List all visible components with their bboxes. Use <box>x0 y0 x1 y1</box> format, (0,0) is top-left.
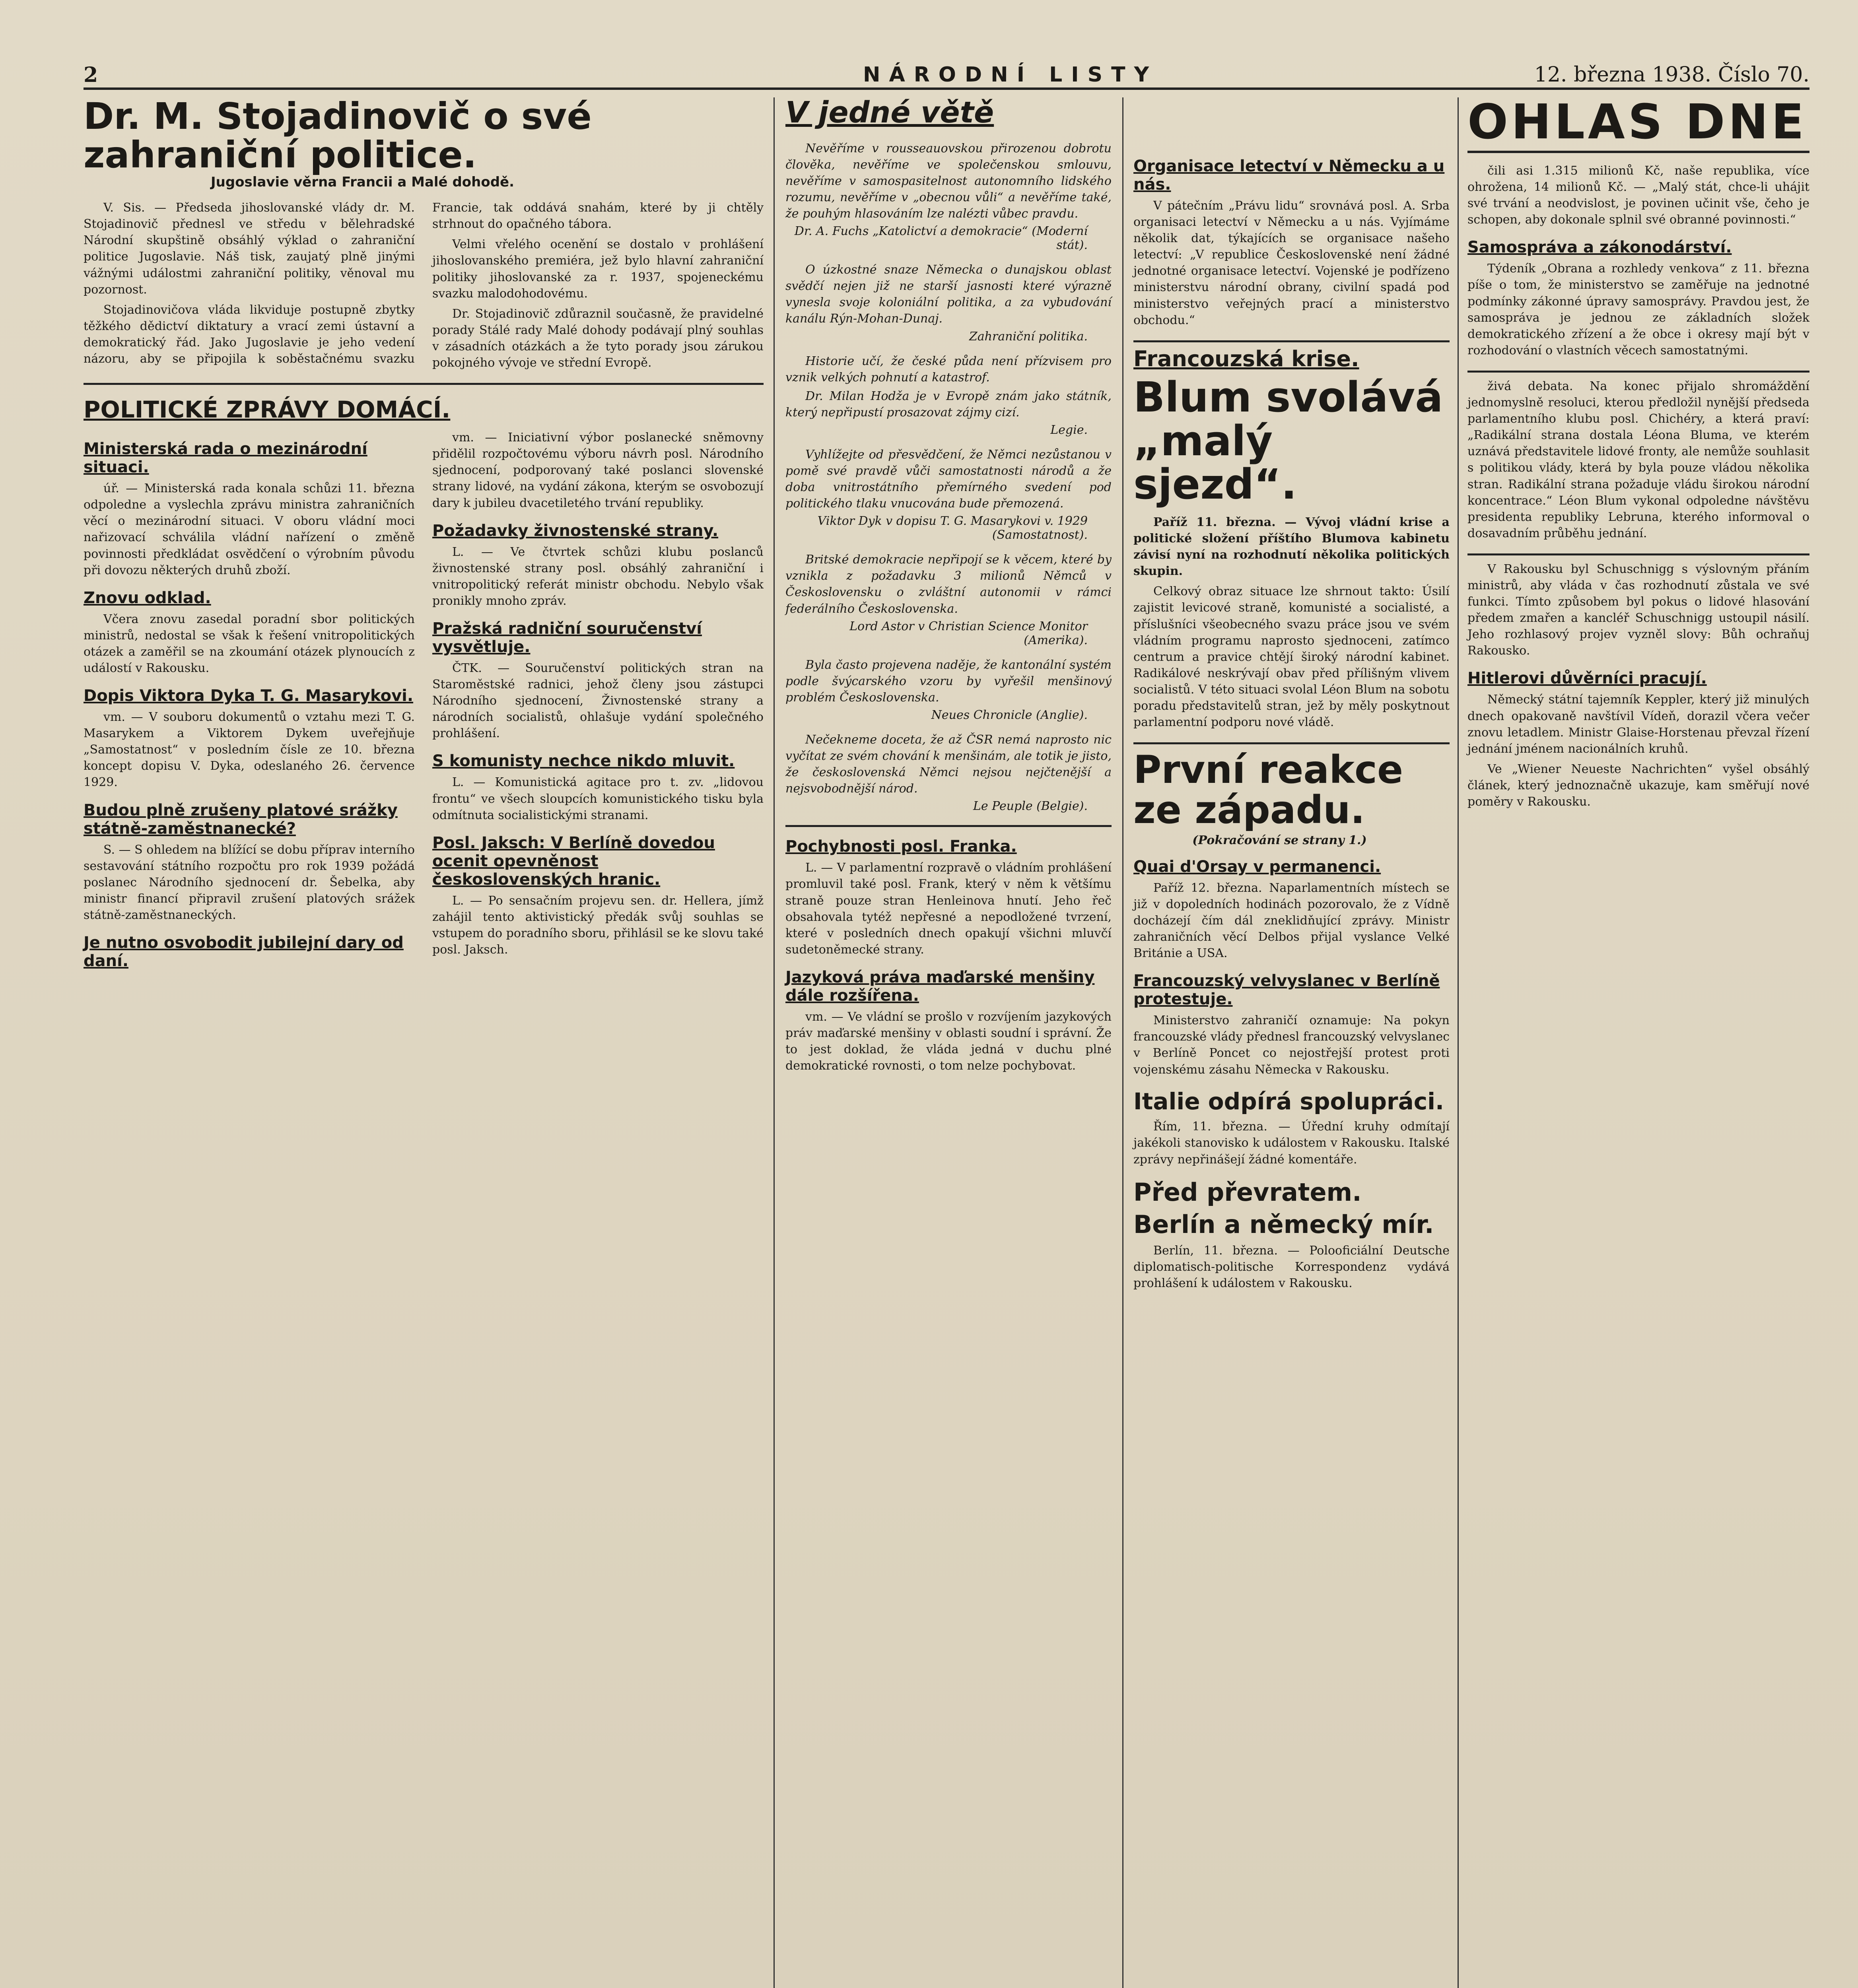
article-deck: Jugoslavie věrna Francii a Malé dohodě. <box>211 174 515 190</box>
column-quotes <box>785 97 1112 1078</box>
column-rule <box>774 97 775 1988</box>
news-item-title: Budou plně zrušeny platové srážky státně-zaměstnanecké? <box>84 801 398 838</box>
quote-source: Zahraniční politika. <box>969 329 1088 344</box>
news-item-text: L. — Po sensačním projevu sen. dr. Hellera, jímž zahájil tento aktivistický předák svůj souhlas se vstupem do poradního sboru, přihlásil se ke slovu také posl. Jaksch. <box>432 893 764 957</box>
page-number: 2 <box>84 63 98 87</box>
article-headline: První reakce ze západu. <box>1133 747 1403 833</box>
news-item-title: Před převratem. <box>1133 1177 1362 1207</box>
quote-text: Britské demokracie nepřipojí se k věcem, které by vznikla z požadavku 3 milionů Němců v Československu o zvláštní autonomii v rámci federálního Československa. <box>785 553 1112 616</box>
article-paragraph: Celkový obraz situace lze shrnout takto: Úsilí zajistit levicové straně, komunisté a socialisté, a příslušníci všeobecného svazu práce jsou ve svém vládním programu naprosto sjednoceni, zatímco centrum a pravice chtějí široký národní kabinet. Radikálové neskrývají obav před přílišným vlivem socialistů. V této situaci svolal Léon Blum na sobotu poradu představitelů stran, jež by měly poskytnout parlamentní podporu nové vládě. <box>1133 584 1450 730</box>
news-item-title: Francouzský velvyslanec v Berlíně protestuje. <box>1133 972 1440 1009</box>
quote-text: Dr. Milan Hodža je v Evropě znám jako státník, který nepřipustí prosazovat zájmy cizí. <box>785 389 1112 419</box>
article-headline: Blum svolává „malý sjezd“. <box>1133 373 1443 509</box>
news-item-title: S komunisty nechce nikdo mluvit. <box>432 752 735 771</box>
news-item-text: Ministerstvo zahraničí oznamuje: Na pokyn francouzské vlády přednesl francouzský velvyslanec v Berlíně Poncet co nejostřejší protest proti vojenskému zásahu Německa v Rakousku. <box>1133 1013 1450 1077</box>
column-headline: V jedné větě <box>785 95 994 130</box>
section-divider <box>84 383 764 385</box>
quote-text: Historie učí, že české půda není přízvisem pro vznik velkých pohnutí a katastrof. <box>785 354 1112 384</box>
quote-source: Legie. <box>1050 423 1088 437</box>
section-kicker: Francouzská krise. <box>1133 346 1359 371</box>
news-item-text: L. — Ve čtvrtek schůzi klubu poslanců živnostenské strany posl. obsáhlý zahraniční i vnitropolitický referát ministr obchodu. Nebylo však pronikly mnoho zpráv. <box>432 545 764 608</box>
quote-text: Nevěříme v rousseauovskou přirozenou dobrotu člověka, nevěříme ve společenskou smlouvu, nevěříme v samospasitelnost autonomního lidského rozumu, nevěříme v „obecnou vůli“ a nevěříme také, že pouhým hlasováním lze nalézti vůbec pravdu. <box>785 141 1112 221</box>
newspaper-name: NÁRODNÍ LISTY <box>863 63 1158 87</box>
quote-text: O úzkostné snaze Německa o dunajskou oblast svědčí nejen již ne starší jasnosti které výrazně vynesla svoje koloniální politika, a za vybudování kanálu Rýn-Mohan-Dunaj. <box>785 263 1112 326</box>
column-main <box>84 97 764 970</box>
section-divider <box>1133 742 1450 744</box>
article-lead: Paříž 11. března. — Vývoj vládní krise a politické složení příštího Blumova kabinetu závisí nyní na rozhodnutí několika politických skupin. <box>1133 515 1450 579</box>
news-item-title: Hitlerovi důvěrníci pracují. <box>1467 669 1707 688</box>
quote-source: Le Peuple (Belgie). <box>973 799 1088 813</box>
article-paragraph: Velmi vřelého ocenění se dostalo v prohlášení jihoslovanského premiéra, jež bylo hlavní zahraniční politiky jihoslovanské za r. 1937, spojeneckému svazku malodohodovému. <box>432 237 764 301</box>
column-ohlas <box>1467 97 1809 814</box>
section-divider <box>1133 340 1450 342</box>
news-item-title: Berlín a německý mír. <box>1133 1209 1434 1239</box>
article-paragraph: čili asi 1.315 milionů Kč, naše republika, více ohrožena, 14 milionů Kč. — „Malý stát, chce-li uhájit své trvání a neodvislost, je povinen učinit vše, čeho je schopen, aby dokonale splnil své obranné povinnosti.“ <box>1467 164 1809 227</box>
continuation-note: (Pokračování se strany 1.) <box>1192 833 1367 847</box>
section-divider <box>785 825 1112 827</box>
section-title: POLITICKÉ ZPRÁVY DOMÁCÍ. <box>84 396 451 423</box>
news-item-title: Posl. Jaksch: V Berlíně dovedou ocenit opevněnost československých hranic. <box>432 833 715 889</box>
news-item-title: Organisace letectví v Německu a u nás. <box>1133 157 1445 194</box>
news-item-text: vm. — Ve vládní se prošlo v rozvíjením jazykových práv maďarské menšiny v oblasti soudní i správní. Že to jest doklad, že vláda jedná v duchu plné demokratické rovnosti, o tom nelze pochybovat. <box>785 1010 1112 1073</box>
news-item-title: Samospráva a zákonodárství. <box>1467 238 1732 257</box>
news-item-text: S. — S ohledem na blížící se dobu příprav interního sestavování státního rozpočtu pro rok 1939 požádá poslanec Národního sjednocení dr. Šebelka, aby ministr financí připravil zrušení platových srážek státně-zaměstnaneckých. <box>84 843 415 922</box>
quote-source: Viktor Dyk v dopisu T. G. Masarykovi v. 1929 (Samostatnost). <box>817 514 1088 542</box>
news-item-text: vm. — V souboru dokumentů o vztahu mezi T. G. Masarykem a Viktorem Dykem uveřejňuje „Samostatnost“ v posledním čísle ze 10. března koncept dopisu V. Dyka, odeslaného 26. července 1929. <box>84 710 415 790</box>
issue-date: 12. března 1938. Číslo 70. <box>1534 63 1809 87</box>
news-item-title: Quai d'Orsay v permanenci. <box>1133 857 1381 876</box>
news-item-text: L. — Komunistická agitace pro t. zv. „lidovou frontu“ ve všech sloupcích komunistického tisku byla odmítnuta socialistickými stranami. <box>432 775 764 822</box>
news-item-title: Požadavky živnostenské strany. <box>432 521 719 540</box>
news-item-title: Dopis Viktora Dyka T. G. Masarykovi. <box>84 687 414 705</box>
article-paragraph: V Rakousku byl Schuschnigg s výslovným přáním ministrů, aby vláda v čas rozhodnutí zůstala ve své funkci. Tímto způsobem byl pokus o lidové hlasování předem zmařen a kancléř Schuschnigg ustoupil násilí. Jeho rozhlasový projev vyzněl slovy: Bůh ochraňuj Rakousko. <box>1467 562 1809 658</box>
quote-text: Vyhlížejte od přesvědčení, že Němci nezůstanou v pomě své pravdě vůči samostatnosti národů a že doba vnitrostátního přemírného svedení pod politického tlaku vnucována bude přemozená. <box>785 447 1112 511</box>
column-rule <box>1122 97 1123 1988</box>
news-item-title: Znovu odklad. <box>84 588 211 607</box>
news-item-text: Včera znovu zasedal poradní sbor politických ministrů, nedostal se však k řešení vnitropolitických otázek a zaměřil se na zkoumání otázek plynoucích z událostí v Rakousku. <box>84 612 415 675</box>
article-paragraph: živá debata. Na konec přijalo shromáždění jednomyslně resoluci, kterou předložil nynější předseda parlamentního klubu posl. Chichéry, a která praví: „Radikální strana dostala Léona Bluma, ve kterém uznává představitele lidové fronty, ale nemůže souhlasit s politikou vlády, která by byla pouze vládou několika stran. Radikální strana požaduje vládu širokou národní koncentrace.“ Léon Blum vykonal odpoledne návštěvu presidenta republiky Lebruna, kterého informoval o dosavadním průběhu jednání. <box>1467 379 1809 540</box>
section-divider <box>1467 553 1809 555</box>
news-item-title: Pochybnosti posl. Franka. <box>785 837 1017 856</box>
column-foreign <box>1133 97 1450 1296</box>
news-item-title: Italie odpírá spolupráci. <box>1133 1087 1444 1115</box>
quote-source: Dr. A. Fuchs „Katolictví a demokracie“ (Moderní stát). <box>794 224 1088 252</box>
news-item-text: V pátečním „Právu lidu“ srovnává posl. A. Srba organisaci letectví v Německu a u nás. Vyjímáme několik dat, týkajících se organisace našeho letectví: „V republice Československé není žádné jednotné organisace letectví. Vojenské je podřízeno ministerstvu národní obrany, civilní spadá pod ministerstvo veřejných prací a ministerstvo obchodu.“ <box>1133 199 1450 327</box>
news-item-text: úř. — Ministerská rada konala schůzi 11. března odpoledne a vyslechla zprávu ministra zahraničních věcí o mezinárodní situaci. V oboru vládní moci nařizovací schválila vládní nařízení o změně povinnosti předkládat osvědčení o výrobním původu při dovozu některých druhů zboží. <box>84 481 415 577</box>
news-item-title: Je nutno osvobodit jubilejní dary od daní. <box>84 934 404 970</box>
section-divider <box>1467 371 1809 373</box>
news-item-text: Týdeník „Obrana a rozhledy venkova“ z 11. března píše o tom, že ministerstvo se zaměřuje na jednotné podmínky zákonné úpravy samosprávy. Pravdou jest, že samospráva je jednou ze základních složek demokratického zřízení a že obce i okresy mají být v rozhodování o vlastních věcech samostatnými. <box>1467 262 1809 357</box>
news-item-text: Ve „Wiener Neueste Nachrichten“ vyšel obsáhlý článek, který jednoznačně ukazuje, kam směřují nové poměry v Rakousku. <box>1467 762 1809 809</box>
quote-source: Lord Astor v Christian Science Monitor (Amerika). <box>849 619 1088 647</box>
article-paragraph: Dr. Stojadinovič zdůraznil současně, že pravidelné porady Stálé rady Malé dohody podávají plný souhlas v zásadních otázkách a že tyto porady jsou zárukou pokojného vývoje ve střední Evropě. <box>432 307 764 370</box>
news-item-title: Pražská radniční souručenství vysvětluje. <box>432 619 702 656</box>
news-item-title: Jazyková práva maďarské menšiny dále rozšířena. <box>785 968 1095 1005</box>
masthead <box>84 60 1809 90</box>
article-headline: Dr. M. Stojadinovič o své zahraniční politice. <box>84 95 592 176</box>
column-headline: OHLAS DNE <box>1467 97 1809 153</box>
news-item-text: L. — V parlamentní rozpravě o vládním prohlášení promluvil také posl. Frank, který v něm k většímu straně pouze stran Henleinova hnutí. Jeho řeč obsahovala tytéž nepřesné a nepodložené tvrzení, které v posledních dnech opakují všichni mluvčí sudetoněmecké strany. <box>785 861 1112 957</box>
news-item-text: Řím, 11. března. — Úřední kruhy odmítají jakékoli stanovisko k událostem v Rakousku. Italské zprávy nepřinášejí žádné komentáře. <box>1133 1120 1450 1167</box>
news-item-text: vm. — Iniciativní výbor poslanecké sněmovny přidělil rozpočtovému výboru návrh posl. Národního sjednocení, podporovaný také poslanci slovenské strany lidové, na vydání zákona, kterým se osvobozují dary k jubileu dvacetiletého trvání republiky. <box>432 431 764 510</box>
quote-source: Neues Chronicle (Anglie). <box>931 708 1088 722</box>
news-item-text: Berlín, 11. března. — Polooficiální Deutsche diplomatisch-politische Korrespondenz vydává prohlášení k událostem v Rakousku. <box>1133 1244 1450 1291</box>
news-item-text: ČTK. — Souručenství politických stran na Staroměstské radnici, jehož členy jsou zástupci Národního sjednocení, Živnostenské strany a národních socialistů, ohlašuje vydání společného prohlášení. <box>432 661 764 741</box>
quote-text: Nečekneme doceta, že až ČSR nemá naprosto nic vyčítat ze svém chování k menšinám, ale totik je jisto, že československá Němci nejsou nejčtenější a nejsvobodnější národ. <box>785 732 1112 796</box>
quote-text: Byla často projevena naděje, že kantonální systém podle švýcarského vzoru by vyřešil menšinový problém Československa. <box>785 658 1112 705</box>
news-item-text: Německý státní tajemník Keppler, který již minulých dnech opakovaně navštívil Vídeň, dorazil včera večer znovu letadlem. Ministr Glaise-Horstenau převzal řízení jednání jménem nacionálních kruhů. <box>1467 693 1809 756</box>
news-item-text: Paříž 12. března. Naparlamentních místech se již v dopoledních hodinách pozorovalo, že z Vídně docházejí čím dál zneklidňující zprávy. Ministr zahraničních věcí Delbos přijal vyslance Velké Británie a USA. <box>1133 881 1450 961</box>
news-item-title: Ministerská rada o mezinárodní situaci. <box>84 440 367 477</box>
article-paragraph: Stojadinovičova vláda likviduje postupně zbytky těžkého dědictví diktatury a vrací zemi ústavní a demokratický řád. Jako Jugoslavie je jeho vedení názoru, aby se připojila k soběstačnému svazku Francie, tak oddává snahám, které by ji chtěly strhnout do opačného tábora. <box>84 201 764 366</box>
column-rule <box>1458 97 1459 1988</box>
article-paragraph: V. Sis. — Předseda jihoslovanské vlády dr. M. Stojadinovič přednesl ve středu v bělehradské Národní skupštině obsáhlý výklad o zahraniční politice Jugoslavie. Náš tisk, zaujatý plně jinými vážnými událostmi zahraniční politiky, věnoval mu pozornost. <box>84 201 415 297</box>
